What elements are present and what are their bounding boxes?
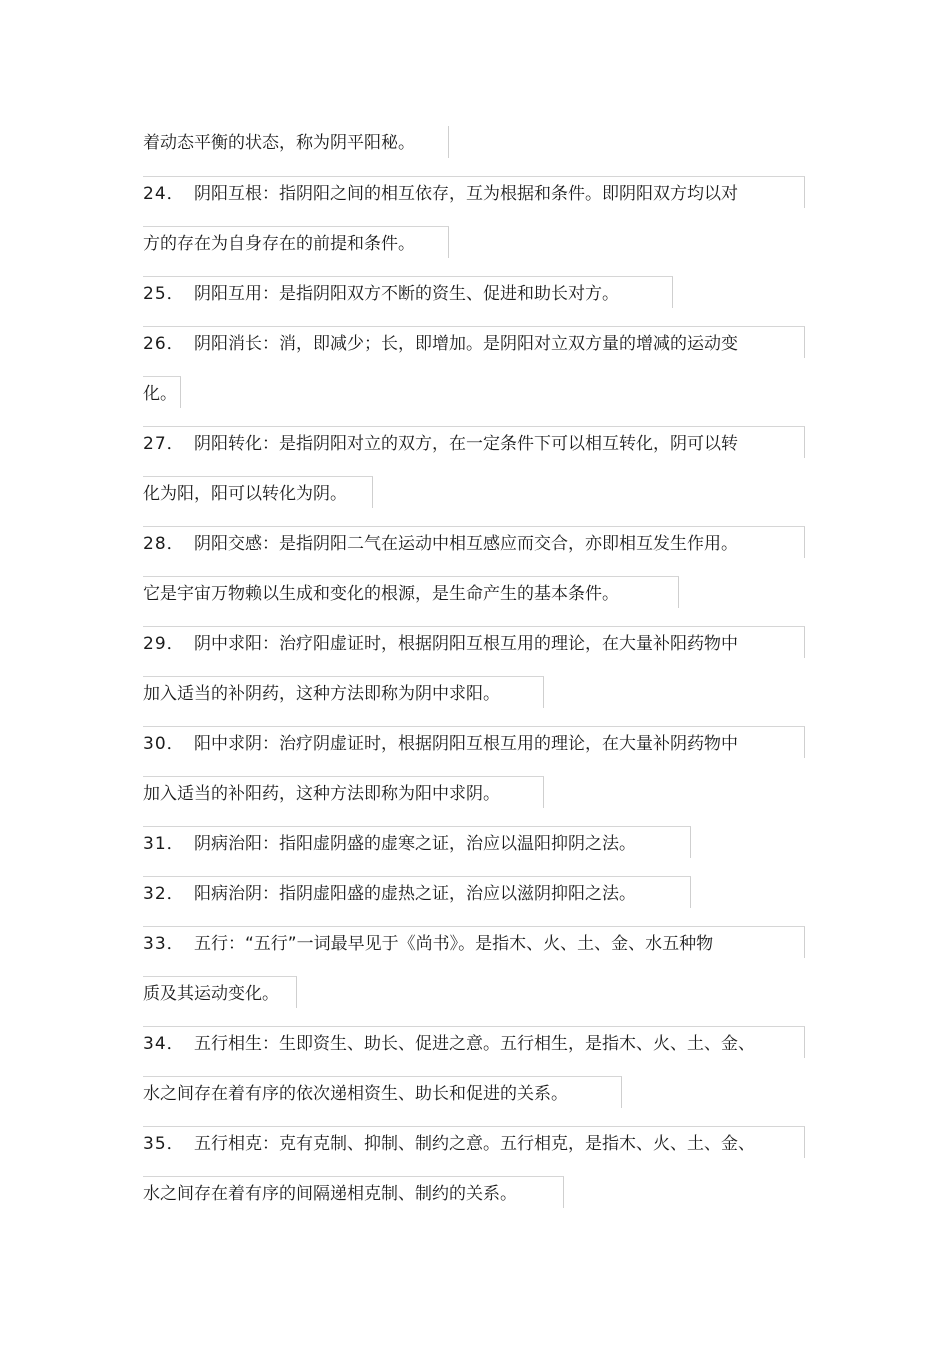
entry-line: [143, 626, 805, 658]
entry-line: [143, 1026, 805, 1058]
entry-text: 五行：“五行”一词最早见于《尚书》。是指木、火、土、金、水五种物: [194, 934, 714, 954]
entry-text: 加入适当的补阴药，这种方法即称为阴中求阳。: [143, 684, 500, 704]
continuation-line: [143, 776, 544, 808]
entry-number: 35．: [143, 1134, 185, 1154]
continuation-line: [143, 676, 544, 708]
entry-number: 30．: [143, 734, 185, 754]
continuation-line: [143, 126, 449, 158]
entry-text: 它是宇宙万物赖以生成和变化的根源，是生命产生的基本条件。: [143, 584, 619, 604]
entry-line: [143, 726, 805, 758]
entry-text: 阴阳互用：是指阴阳双方不断的资生、促进和助长对方。: [194, 284, 619, 304]
entry-number: 34．: [143, 1034, 185, 1054]
entry-number: 26．: [143, 334, 185, 354]
entry-text: 阴阳转化：是指阴阳对立的双方，在一定条件下可以相互转化，阴可以转: [194, 434, 738, 454]
continuation-line: [143, 976, 297, 1008]
continuation-line: [143, 1076, 622, 1108]
entry-line: [143, 526, 805, 558]
continuation-line: [143, 226, 449, 258]
entry-number: 27．: [143, 434, 185, 454]
entry-line: [143, 326, 805, 358]
entry-text: 方的存在为自身存在的前提和条件。: [143, 234, 415, 254]
entry-line: [143, 876, 691, 908]
continuation-line: [143, 1176, 564, 1208]
entry-number: 25．: [143, 284, 185, 304]
entry-text: 水之间存在着有序的依次递相资生、助长和促进的关系。: [143, 1084, 568, 1104]
entry-line: [143, 276, 673, 308]
entry-text: 化。: [143, 384, 177, 404]
entry-line: [143, 1126, 805, 1158]
entry-number: 33．: [143, 934, 185, 954]
entry-number: 29．: [143, 634, 185, 654]
entry-text: 阴中求阳：治疗阳虚证时，根据阴阳互根互用的理论，在大量补阳药物中: [194, 634, 738, 654]
entry-text: 阴阳互根：指阴阳之间的相互依存，互为根据和条件。即阴阳双方均以对: [194, 184, 738, 204]
continuation-line: [143, 476, 373, 508]
entry-line: [143, 426, 805, 458]
entry-text: 五行相生：生即资生、助长、促进之意。五行相生，是指木、火、土、金、: [194, 1034, 755, 1054]
entry-text: 化为阳，阳可以转化为阴。: [143, 484, 347, 504]
entry-number: 31．: [143, 834, 185, 854]
entry-text: 阳病治阴：指阴虚阳盛的虚热之证，治应以滋阴抑阳之法。: [194, 884, 636, 904]
entry-text: 五行相克：克有克制、抑制、制约之意。五行相克，是指木、火、土、金、: [194, 1134, 755, 1154]
entry-line: [143, 176, 805, 208]
entry-number: 32．: [143, 884, 185, 904]
entry-number: 24．: [143, 184, 185, 204]
entry-number: 28．: [143, 534, 185, 554]
entry-line: [143, 926, 805, 958]
entry-text: 阴阳交感：是指阴阳二气在运动中相互感应而交合，亦即相互发生作用。: [194, 534, 738, 554]
entry-text: 阴阳消长：消，即减少；长，即增加。是阴阳对立双方量的增减的运动变: [194, 334, 738, 354]
entry-text: 阴病治阳：指阳虚阴盛的虚寒之证，治应以温阳抑阴之法。: [194, 834, 636, 854]
entry-text: 加入适当的补阳药，这种方法即称为阳中求阴。: [143, 784, 500, 804]
entry-text: 水之间存在着有序的间隔递相克制、制约的关系。: [143, 1184, 517, 1204]
entry-text: 阳中求阴：治疗阴虚证时，根据阴阳互根互用的理论，在大量补阴药物中: [194, 734, 738, 754]
continuation-line: [143, 576, 679, 608]
entry-text: 着动态平衡的状态，称为阴平阳秘。: [143, 133, 415, 153]
entry-text: 质及其运动变化。: [143, 984, 279, 1004]
continuation-line: [143, 376, 181, 408]
entry-line: [143, 826, 691, 858]
